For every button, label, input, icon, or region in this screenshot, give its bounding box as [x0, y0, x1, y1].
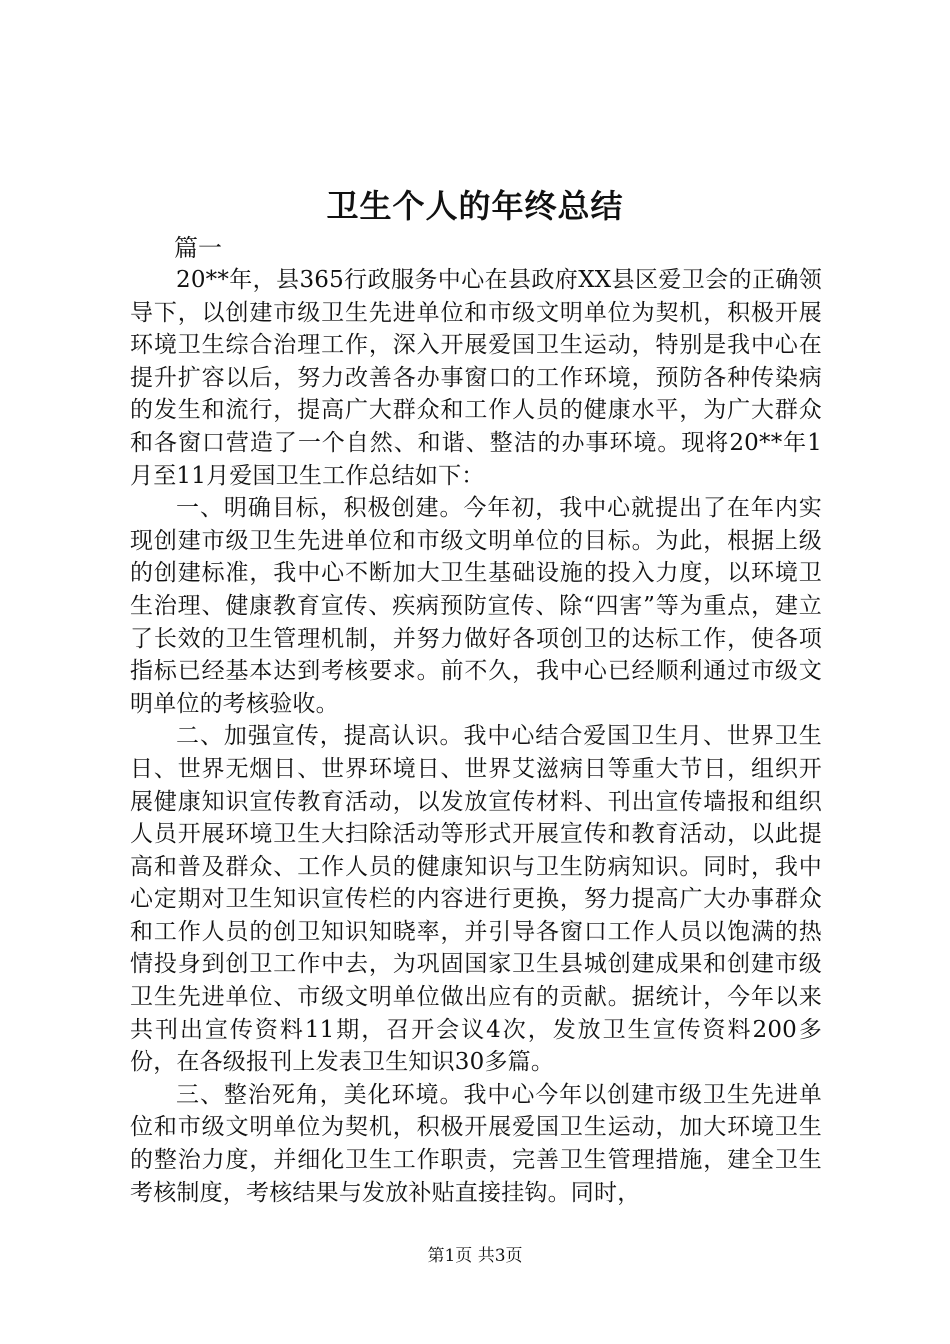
paragraph-section-1: 一、明确目标，积极创建。今年初，我中心就提出了在年内实现创建市级卫生先进单位和市级文明单位的目标。为此，根据上级的创建标准，我中心不断加大卫生基础设施的投入力度，以环境卫生治理、健康教育宣传、疾病预防宣传、除“四害”等为重点，建立了长效的卫生管理机制，并努力做好各项创卫的达标工作，使各项指标已经基本达到考核要求。前不久，我中心已经顺利通过市级文明单位的考核验收。: [130, 495, 822, 717]
paragraph-intro: 20**年，县365行政服务中心在县政府XX县区爱卫会的正确领导下，以创建市级卫生先进单位和市级文明单位为契机，积极开展环境卫生综合治理工作，深入开展爱国卫生运动，特别是我中心在提升扩容以后，努力改善各办事窗口的工作环境，预防各种传染病的发生和流行，提高广大群众和工作人员的健康水平，为广大群众和各窗口营造了一个自然、和谐、整洁的办事环境。现将20**年1月至11月爱国卫生工作总结如下：: [130, 267, 822, 489]
document-title: 卫生个人的年终总结: [326, 187, 624, 225]
paragraph-section-2: 二、加强宣传，提高认识。我中心结合爱国卫生月、世界卫生日、世界无烟日、世界环境日、世界艾滋病日等重大节日，组织开展健康知识宣传教育活动，以发放宣传材料、刊出宣传墙报和组织人员开展环境卫生大扫除活动等形式开展宣传和教育活动，以此提高和普及群众、工作人员的健康知识与卫生防病知识。同时，我中心定期对卫生知识宣传栏的内容进行更换，努力提高广大办事群众和工作人员的创卫知识知晓率，并引导各窗口工作人员以饱满的热情投身到创卫工作中去，为巩固国家卫生县城创建成果和创建市级卫生先进单位、市级文明单位做出应有的贡献。据统计，今年以来共刊出宣传资料11期，召开会议4次，发放卫生宣传资料200多份，在各级报刊上发表卫生知识30多篇。: [130, 723, 822, 1076]
document-body: [130, 264, 822, 1209]
page-footer: 第1页 共3页: [427, 1246, 523, 1266]
paragraph-section-3: 三、整治死角，美化环境。我中心今年以创建市级卫生先进单位和市级文明单位为契机，积极开展爱国卫生运动，加大环境卫生的整治力度，并细化卫生工作职责，完善卫生管理措施，建全卫生考核制度，考核结果与发放补贴直接挂钩。同时，: [130, 1081, 822, 1206]
section-label: 篇一: [174, 234, 222, 262]
